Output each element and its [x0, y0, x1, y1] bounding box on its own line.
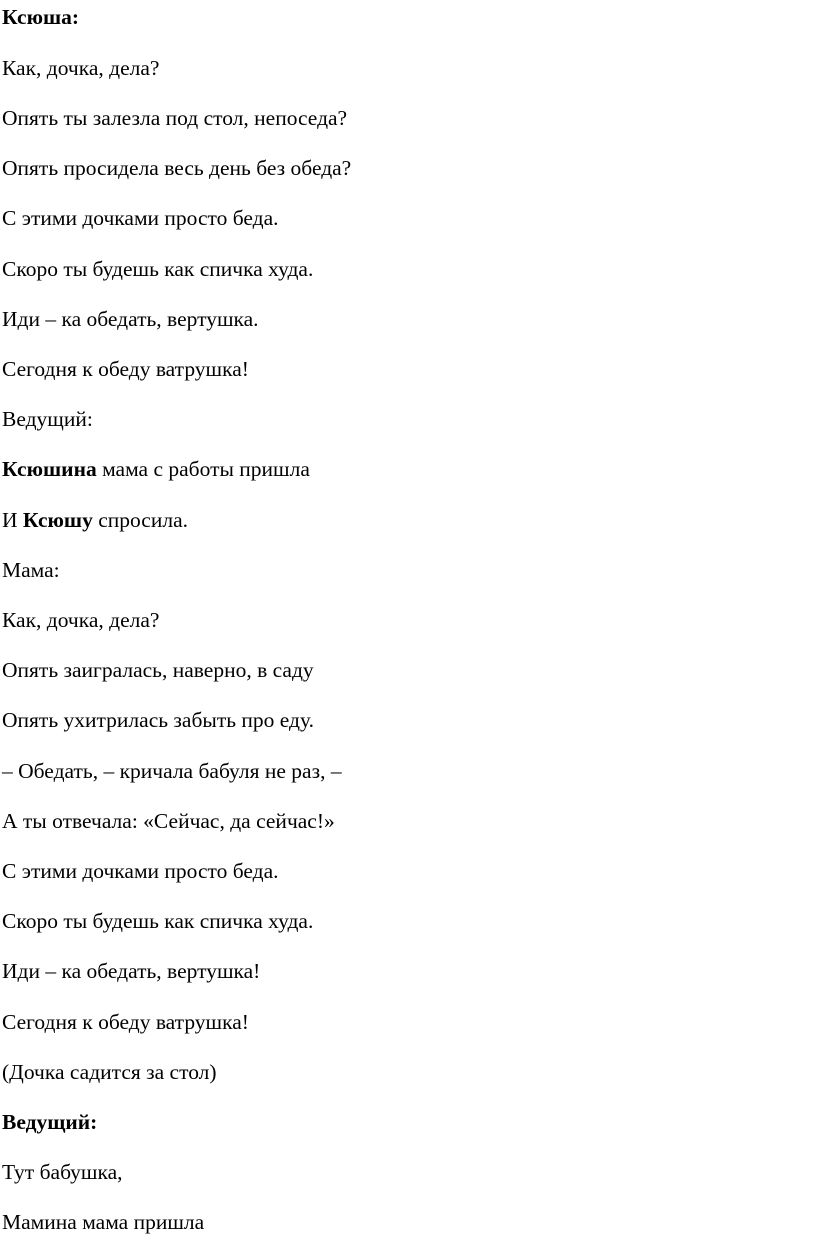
text-line: – Обедать, – кричала бабуля не раз, –: [2, 759, 342, 783]
text-line: Опять заигралась, наверно, в саду: [2, 658, 314, 682]
text-fragment: И: [2, 508, 23, 532]
text-line: Опять ты залезла под стол, непоседа?: [2, 106, 348, 130]
text-fragment: спросила.: [92, 508, 188, 532]
text-line: С этими дочками просто беда.: [2, 859, 279, 883]
text-line: [2, 456, 310, 482]
text-line: А ты отвечала: «Сейчас, да сейчас!»: [2, 809, 335, 833]
text-line: [2, 507, 188, 533]
speaker-label: [2, 4, 79, 30]
text-line: Как, дочка, дела?: [2, 608, 160, 632]
bold-word: Ксюшу: [22, 508, 93, 532]
text-line: С этими дочками просто беда.: [2, 206, 279, 230]
speaker-label: [2, 1109, 97, 1135]
bold-word: Ксюшина: [2, 457, 97, 481]
speaker-label: Мама:: [2, 558, 60, 582]
text-line: Опять ухитрилась забыть про еду.: [2, 708, 314, 732]
speaker-label: Ведущий:: [2, 407, 93, 431]
text-line: Скоро ты будешь как спичка худа.: [2, 909, 314, 933]
text-line: Опять просидела весь день без обеда?: [2, 156, 352, 180]
text-line: Тут бабушка,: [2, 1160, 123, 1184]
text-line: Иди – ка обедать, вертушка.: [2, 307, 259, 331]
text-line: Сегодня к обеду ватрушка!: [2, 1010, 249, 1034]
speaker-name: Ксюша:: [2, 5, 80, 29]
stage-direction: (Дочка садится за стол): [2, 1060, 217, 1084]
text-line: Сегодня к обеду ватрушка!: [2, 357, 249, 381]
text-line: Скоро ты будешь как спичка худа.: [2, 257, 314, 281]
speaker-name: Ведущий:: [2, 1110, 98, 1134]
text-line: Мамина мама пришла: [2, 1210, 205, 1234]
text-fragment: мама с работы пришла: [96, 457, 310, 481]
text-line: Как, дочка, дела?: [2, 56, 160, 80]
text-line: Иди – ка обедать, вертушка!: [2, 959, 261, 983]
